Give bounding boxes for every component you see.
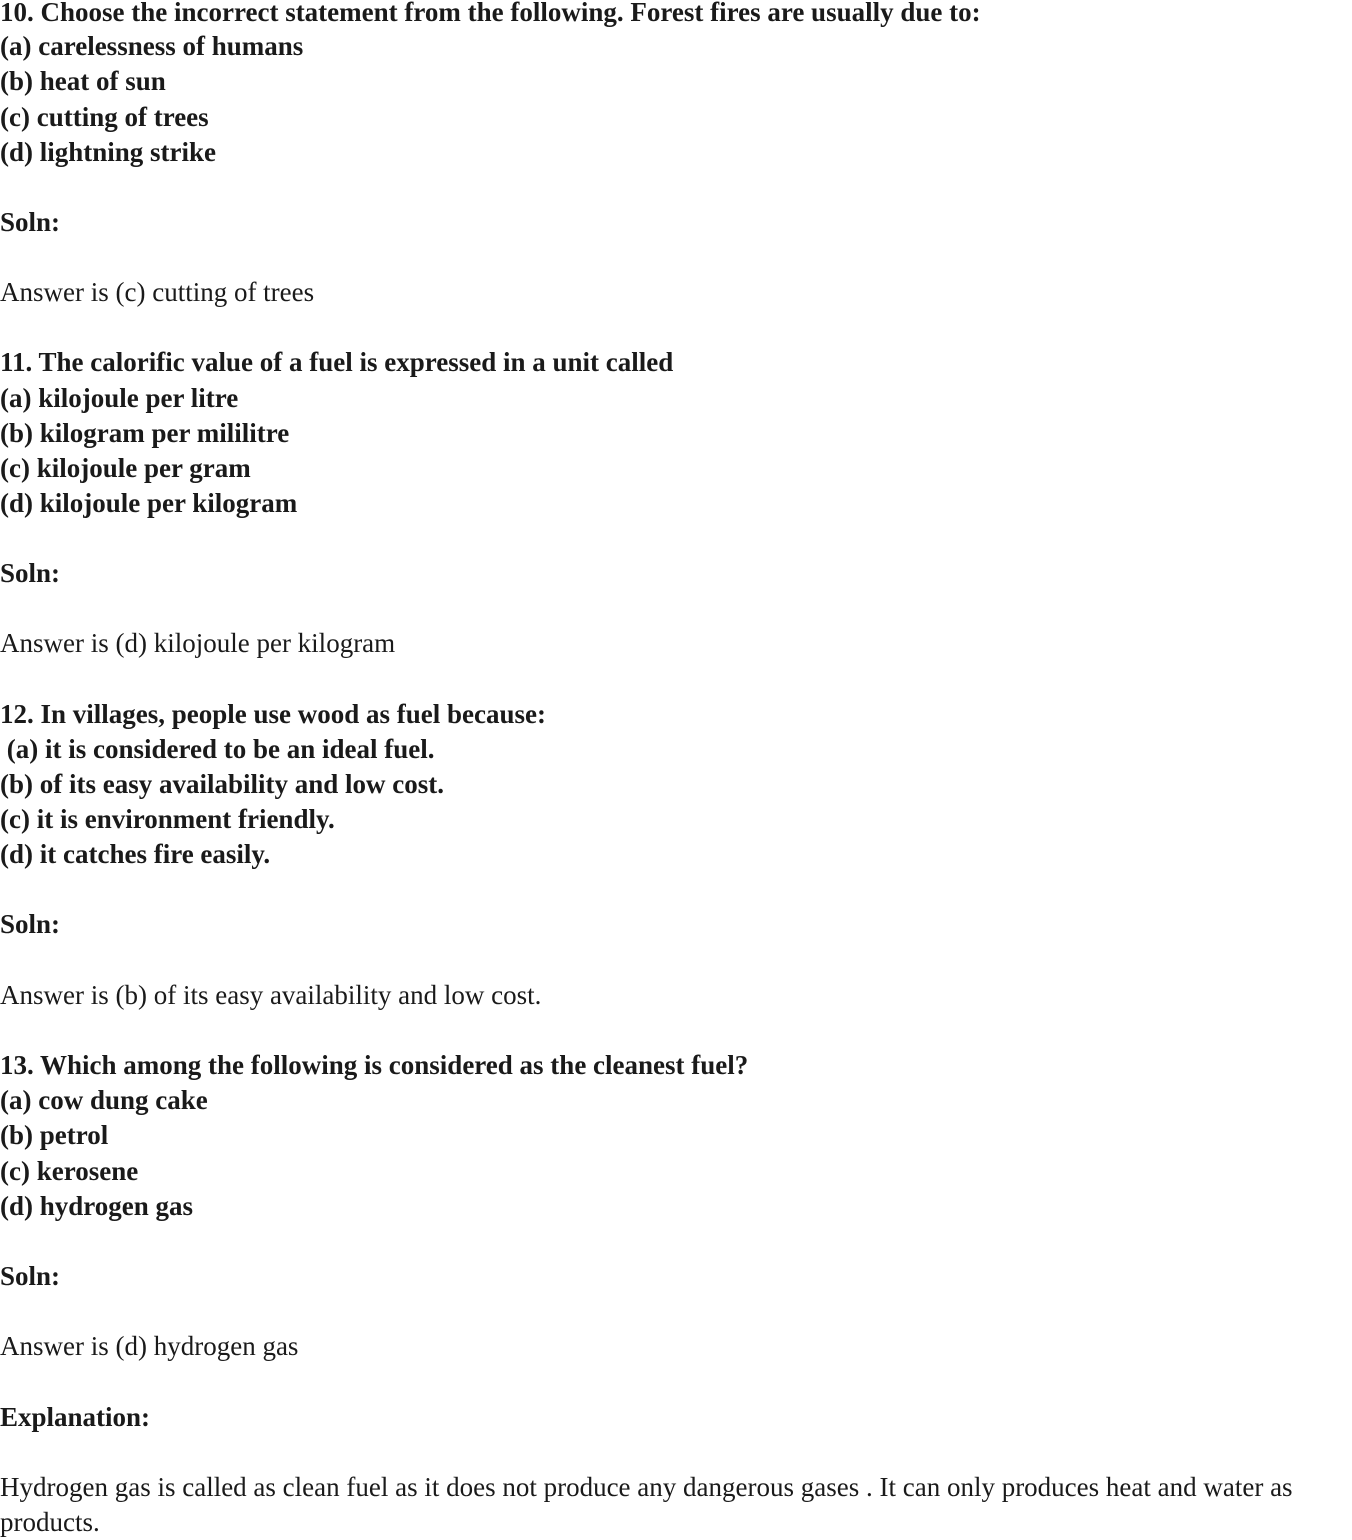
question-13-soln-label: Soln: [0,1261,61,1291]
question-10-option-a: (a) carelessness of humans [0,31,304,61]
question-13-text: 13. Which among the following is considered as the cleanest fuel? [0,1050,749,1080]
question-12-soln-label: Soln: [0,909,61,939]
question-10-option-b: (b) heat of sun [0,66,166,96]
question-11-option-d: (d) kilojoule per kilogram [0,488,298,518]
question-12-answer: Answer is (b) of its easy availability and low cost. [0,980,542,1010]
question-11-soln-label: Soln: [0,558,61,588]
question-11-option-a: (a) kilojoule per litre [0,383,239,413]
question-11-option-b: (b) kilogram per mililitre [0,418,290,448]
question-10-text: 10. Choose the incorrect statement from the following. Forest fires are usually due to: [0,0,981,27]
explanation-label: Explanation: [0,1402,151,1432]
question-10-option-d: (d) lightning strike [0,137,217,167]
question-13-answer: Answer is (d) hydrogen gas [0,1331,299,1361]
question-11-answer: Answer is (d) kilojoule per kilogram [0,628,396,658]
question-13-option-a: (a) cow dung cake [0,1085,208,1115]
question-10-soln-label: Soln: [0,207,61,237]
question-10-answer: Answer is (c) cutting of trees [0,277,315,307]
question-13-option-c: (c) kerosene [0,1156,139,1186]
question-12-option-b: (b) of its easy availability and low cost. [0,769,445,799]
question-11-text: 11. The calorific value of a fuel is expressed in a unit called [0,347,674,377]
explanation-text: Hydrogen gas is called as clean fuel as it does not produce any dangerous gases . It can only produces heat and water as products. [0,1472,1293,1537]
question-12-option-d: (d) it catches fire easily. [0,839,271,869]
question-11-option-c: (c) kilojoule per gram [0,453,251,483]
question-13-option-d: (d) hydrogen gas [0,1191,194,1221]
question-12-text: 12. In villages, people use wood as fuel because: [0,699,547,729]
question-12-option-c: (c) it is environment friendly. [0,804,335,834]
question-13-option-b: (b) petrol [0,1120,109,1150]
question-10-option-c: (c) cutting of trees [0,102,209,132]
question-12-option-a: (a) it is considered to be an ideal fuel. [0,734,435,764]
